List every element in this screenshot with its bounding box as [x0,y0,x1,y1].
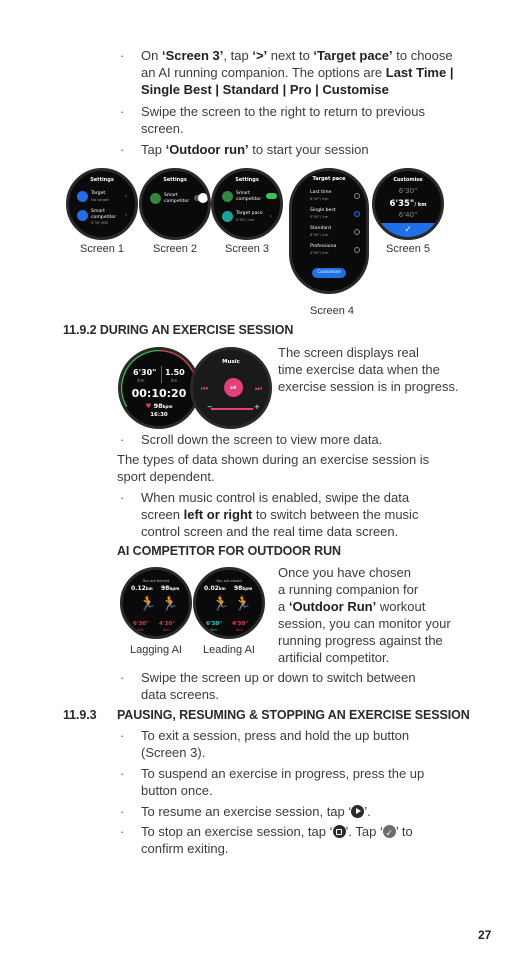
ai-para-line1: Once you have chosen [278,565,411,580]
distance-diff: 0.12km [131,585,153,592]
row-smart-competitor: Smart competitor [236,191,262,202]
toggle-knob [198,193,208,203]
caption-screen-3: Screen 3 [224,243,270,255]
watch-screen-1 [66,168,138,240]
chevron-right-icon[interactable]: › [269,213,272,220]
pace-user-unit: /km [210,628,217,632]
bullet-suspend-line1: To suspend an exercise in progress, press the up [141,766,425,781]
volume-bar[interactable] [211,408,253,410]
bullet-swipe-line1: Swipe the screen to the right to return to previous [141,104,425,119]
bullet-dot: · [120,142,125,157]
chevron-right-icon: › [124,212,127,219]
row-smart-competitor: Smart competitor 5'30"/KM [91,209,117,225]
option-professional[interactable]: Professiona 4'00"/ km [310,244,337,255]
pace-ai-unit: /km [163,628,170,632]
confirm-check-button[interactable]: ✓ [375,223,441,240]
status-label: You are ahead [216,579,242,583]
exercise-para-line1: The screen displays real [278,345,419,360]
next-track-icon[interactable]: ⏭ [255,384,263,393]
pace-value-selected[interactable]: 6'35"/ km [389,199,427,209]
runner-user-icon: 🏃 [139,596,157,612]
distance-unit: km [171,378,178,383]
runner-user-icon: 🏃 [234,596,252,612]
bullet-stop-line2: confirm exiting. [141,841,229,856]
bullet-dot: · [120,670,125,685]
distance-value: 1.50 [165,368,185,377]
bullet-outdoor-run: Tap ‘Outdoor run’ to start your session [141,142,369,157]
page-number: 27 [478,928,492,942]
caption-lagging-ai: Lagging AI [130,644,182,656]
competitor-toggle[interactable] [266,193,277,199]
ai-para-line5: running progress against the [278,633,443,648]
resume-icon [351,805,364,818]
pace-user: 6'30" [206,621,223,627]
bullet-stop-line1: To stop an exercise session, tap ‘ ’. Tap ‘ ✓ ’ to [141,824,413,839]
bullet-dot: · [120,766,125,781]
radio-last-time[interactable] [354,193,360,199]
section-heading-11-9-3-number: 11.9.3 [63,708,97,722]
volume-up-button[interactable]: + [254,403,260,411]
radio-single-best[interactable] [354,211,360,217]
ai-para-line2: a running companion for [278,582,419,597]
screen-title: Settings [163,177,187,183]
flag-icon [77,191,88,202]
pace-ai: 4'30" [232,621,249,627]
caption-leading-ai: Leading AI [203,644,255,656]
bullet-target-pace-line2: an AI running companion. The options are Last Time | [141,65,454,80]
music-title: Music [222,359,240,365]
bullet-dot: · [120,490,125,505]
pace-value-above: 6'30" [398,187,418,195]
customise-button[interactable]: Customise [312,268,346,278]
bullet-target-pace-line3: Single Best | Standard | Pro | Customise [141,82,389,97]
bullet-dot: · [120,432,125,447]
caption-screen-1: Screen 1 [79,243,125,255]
heart-rate: 98bpm [234,585,253,592]
row-target: Target No target [91,191,109,202]
pace-ai: 4'30" [159,621,176,627]
row-target-pace: Target pace 5'30"/ km [236,211,263,222]
caption-screen-2: Screen 2 [152,243,198,255]
option-last-time[interactable]: Last time 6'30"/ km [310,190,332,201]
data-types-line2: sport dependent. [117,469,215,484]
option-standard[interactable]: Standard 6'30"/ km [310,226,331,237]
volume-down-button[interactable]: − [207,403,213,411]
ai-para-line3: a ‘Outdoor Run’ workout [278,599,426,614]
bullet-swipe-line2: screen. [141,121,184,136]
bullet-dot: · [120,824,125,839]
radio-standard[interactable] [354,229,360,235]
pace-user-unit: /km [137,628,144,632]
caption-screen-5: Screen 5 [385,243,431,255]
ai-para-line6: artificial competitor. [278,650,390,665]
exercise-para-line3: exercise session is in progress. [278,379,459,394]
watch-screen-3 [211,168,283,240]
section-heading-11-9-3: PAUSING, RESUMING & STOPPING AN EXERCISE SESSION [117,708,470,722]
exercise-para-line2: time exercise data when the [278,362,440,377]
watch-screen-4 [289,168,369,294]
heart-rate: ♥ 98bpm [145,402,173,410]
heart-icon: ♥ [145,402,152,410]
bullet-exit-line2: (Screen 3). [141,745,206,760]
bullet-resume: To resume an exercise session, tap ‘ ’. [141,804,371,819]
ai-para-line4: session, you can monitor your [278,616,451,631]
distance-diff: 0.02km [204,585,226,592]
pace-unit: /km [137,378,145,383]
section-heading-11-9-2: 11.9.2 DURING AN EXERCISE SESSION [63,323,294,337]
bullet-target-pace-line1: On ‘Screen 3’, tap ‘>’ next to ‘Target pace’ to choose [141,48,453,63]
bullet-scroll-down: Scroll down the screen to view more data. [141,432,383,447]
watch-screen-2 [139,168,211,240]
watch-exercise-data [118,347,200,429]
play-pause-button[interactable]: ⏯ [224,378,243,397]
competitor-icon [222,191,233,202]
screen-title: Customise [393,177,423,183]
bullet-suspend-line2: button once. [141,783,213,798]
section-heading-ai-competitor: AI COMPETITOR FOR OUTDOOR RUN [117,544,341,558]
caption-screen-4: Screen 4 [309,305,355,317]
pace-user: 6'30" [133,621,150,627]
bullet-dot: · [120,728,125,743]
competitor-icon [150,193,161,204]
pace-value-below: 6'40" [398,211,418,219]
radio-professional[interactable] [354,247,360,253]
bullet-music-line2: screen left or right to switch between the music [141,507,419,522]
bullet-dot: · [120,48,125,63]
watch-music-control [190,347,272,429]
bullet-exit-line1: To exit a session, press and hold the up button [141,728,410,743]
bullet-swipe-data-line2: data screens. [141,687,220,702]
previous-track-icon[interactable]: ⏮ [201,384,209,393]
screen-title: Target pace [312,176,346,182]
bullet-music-line3: control screen and the real time data screen. [141,524,399,539]
speedometer-icon [222,211,233,222]
screen-title: Settings [235,177,259,183]
runner-ai-icon: 🏃 [212,596,230,612]
runner-ai-icon: 🏃 [161,596,179,612]
data-types-line1: The types of data shown during an exercise session is [117,452,430,467]
bullet-swipe-data-line1: Swipe the screen up or down to switch between [141,670,416,685]
bullet-music-line1: When music control is enabled, swipe the data [141,490,410,505]
pace-ai-unit: /km [236,628,243,632]
competitor-icon [77,210,88,221]
watch-lagging-ai [120,567,192,639]
bullet-dot: · [120,104,125,119]
divider [161,366,162,383]
watch-screen-5 [372,168,444,240]
heart-rate: 98bpm [161,585,180,592]
elapsed-time: 00:10:20 [131,387,187,400]
clock-time: 16:30 [150,412,168,418]
watch-leading-ai [193,567,265,639]
pace-value: 6'30" [133,368,157,377]
check-icon: ✓ [383,825,396,838]
status-label: You are behind [142,579,170,583]
bullet-dot: · [120,804,125,819]
row-smart-competitor: Smart competitor [164,193,190,204]
screen-title: Settings [90,177,114,183]
stop-icon [333,825,346,838]
option-single-best[interactable]: Single best 5'30"/ km [310,208,336,219]
chevron-right-icon: › [124,193,127,200]
